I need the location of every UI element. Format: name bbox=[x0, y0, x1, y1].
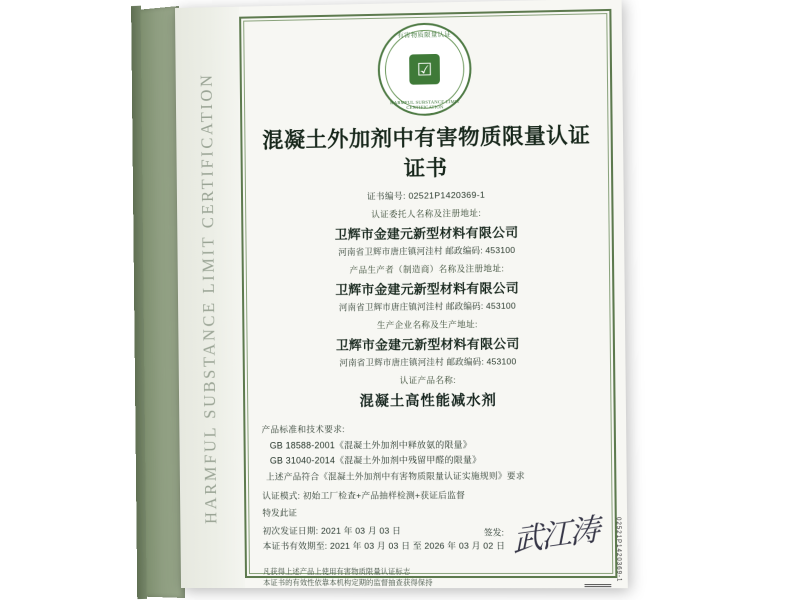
first-issue-date: 初次发证日期: 2021 年 03 月 03 日 bbox=[262, 525, 402, 536]
certificate-paper bbox=[175, 0, 628, 588]
validity-period: 本证书有效期至: 2021 年 03 月 03 日 至 2026 年 03 月 02 日 bbox=[262, 540, 506, 551]
section-production-site-value: 卫辉市金建元新型材料有限公司 bbox=[335, 336, 520, 353]
certificate-number-value: 02521P1420369-1 bbox=[408, 189, 486, 201]
section-production-site bbox=[256, 317, 600, 369]
section-applicant-address: 河南省卫辉市唐庄镇河洼村 邮政编码: 453100 bbox=[338, 244, 516, 258]
section-applicant-value: 卫辉市金建元新型材料有限公司 bbox=[334, 225, 519, 243]
emblem-top-arc-text: 有害物质限量认证 bbox=[397, 31, 452, 40]
certificate-content bbox=[253, 17, 603, 588]
barcode-number: 02521P1420369-1 bbox=[614, 516, 622, 583]
emblem-bottom-arc-text: HARMFUL SUBSTANCE LIMIT CERTIFICATION bbox=[390, 98, 460, 111]
checkmark-icon: ☑ bbox=[409, 54, 440, 85]
fineprint-block bbox=[259, 566, 603, 588]
certificate-number-line bbox=[255, 187, 599, 204]
section-applicant bbox=[255, 205, 599, 259]
standards-note: 上述产品符合《混凝土外加剂中有害物质限量认证实施规则》要求 bbox=[265, 470, 525, 482]
vertical-banner bbox=[175, 7, 245, 588]
certification-mode-label: 认证模式: bbox=[262, 490, 301, 501]
section-production-site-label: 生产企业名称及生产地址: bbox=[376, 319, 478, 331]
section-dates bbox=[259, 513, 603, 559]
standards-heading: 产品标准和技术要求: bbox=[261, 424, 345, 435]
section-applicant-label: 认证委托人名称及注册地址: bbox=[371, 207, 482, 220]
barcode-icon bbox=[585, 584, 613, 588]
certification-mode-value: 初始工厂检查+产品抽样检测+获证后监督 bbox=[302, 490, 466, 501]
section-manufacturer-value: 卫辉市金建元新型材料有限公司 bbox=[335, 281, 520, 298]
standard-item: GB 18588-2001《混凝土外加剂中释放氨的限量》 bbox=[269, 439, 473, 451]
fineprint-line: 本证书的有效性依靠本机构定期的监督抽查获得保持 bbox=[263, 578, 433, 588]
certification-mode bbox=[262, 489, 602, 502]
page-title: 混凝土外加剂中有害物质限量认证证书 bbox=[262, 123, 591, 181]
standard-item: GB 31040-2014《混凝土外加剂中残留甲醛的限量》 bbox=[269, 454, 482, 466]
section-manufacturer-label: 产品生产者（制造商）名称及注册地址: bbox=[349, 263, 505, 276]
fineprint-line: 凡获得上述产品上使用有害物质限量认证标志 bbox=[262, 566, 411, 577]
product-name-value: 混凝土高性能减水剂 bbox=[359, 393, 497, 410]
certificate-document bbox=[175, 0, 628, 588]
certificate-number-label: 证书编号: bbox=[366, 190, 406, 202]
special-issue-note: 特发此证 bbox=[262, 507, 298, 518]
signature-label: 签发: bbox=[483, 527, 504, 538]
section-production-site-address: 河南省卫辉市唐庄镇河洼村 邮政编码: 453100 bbox=[339, 356, 517, 368]
section-manufacturer-address: 河南省卫辉市唐庄镇河洼村 邮政编码: 453100 bbox=[338, 300, 516, 313]
signature-value: 武江涛 bbox=[511, 513, 599, 559]
certification-emblem bbox=[377, 22, 472, 117]
vertical-banner-text: HARMFUL SUBSTANCE LIMIT CERTIFICATION bbox=[196, 71, 221, 524]
section-product bbox=[257, 373, 601, 412]
product-name-label: 认证产品名称: bbox=[399, 374, 457, 386]
section-manufacturer bbox=[256, 261, 600, 314]
section-standards bbox=[257, 422, 602, 519]
